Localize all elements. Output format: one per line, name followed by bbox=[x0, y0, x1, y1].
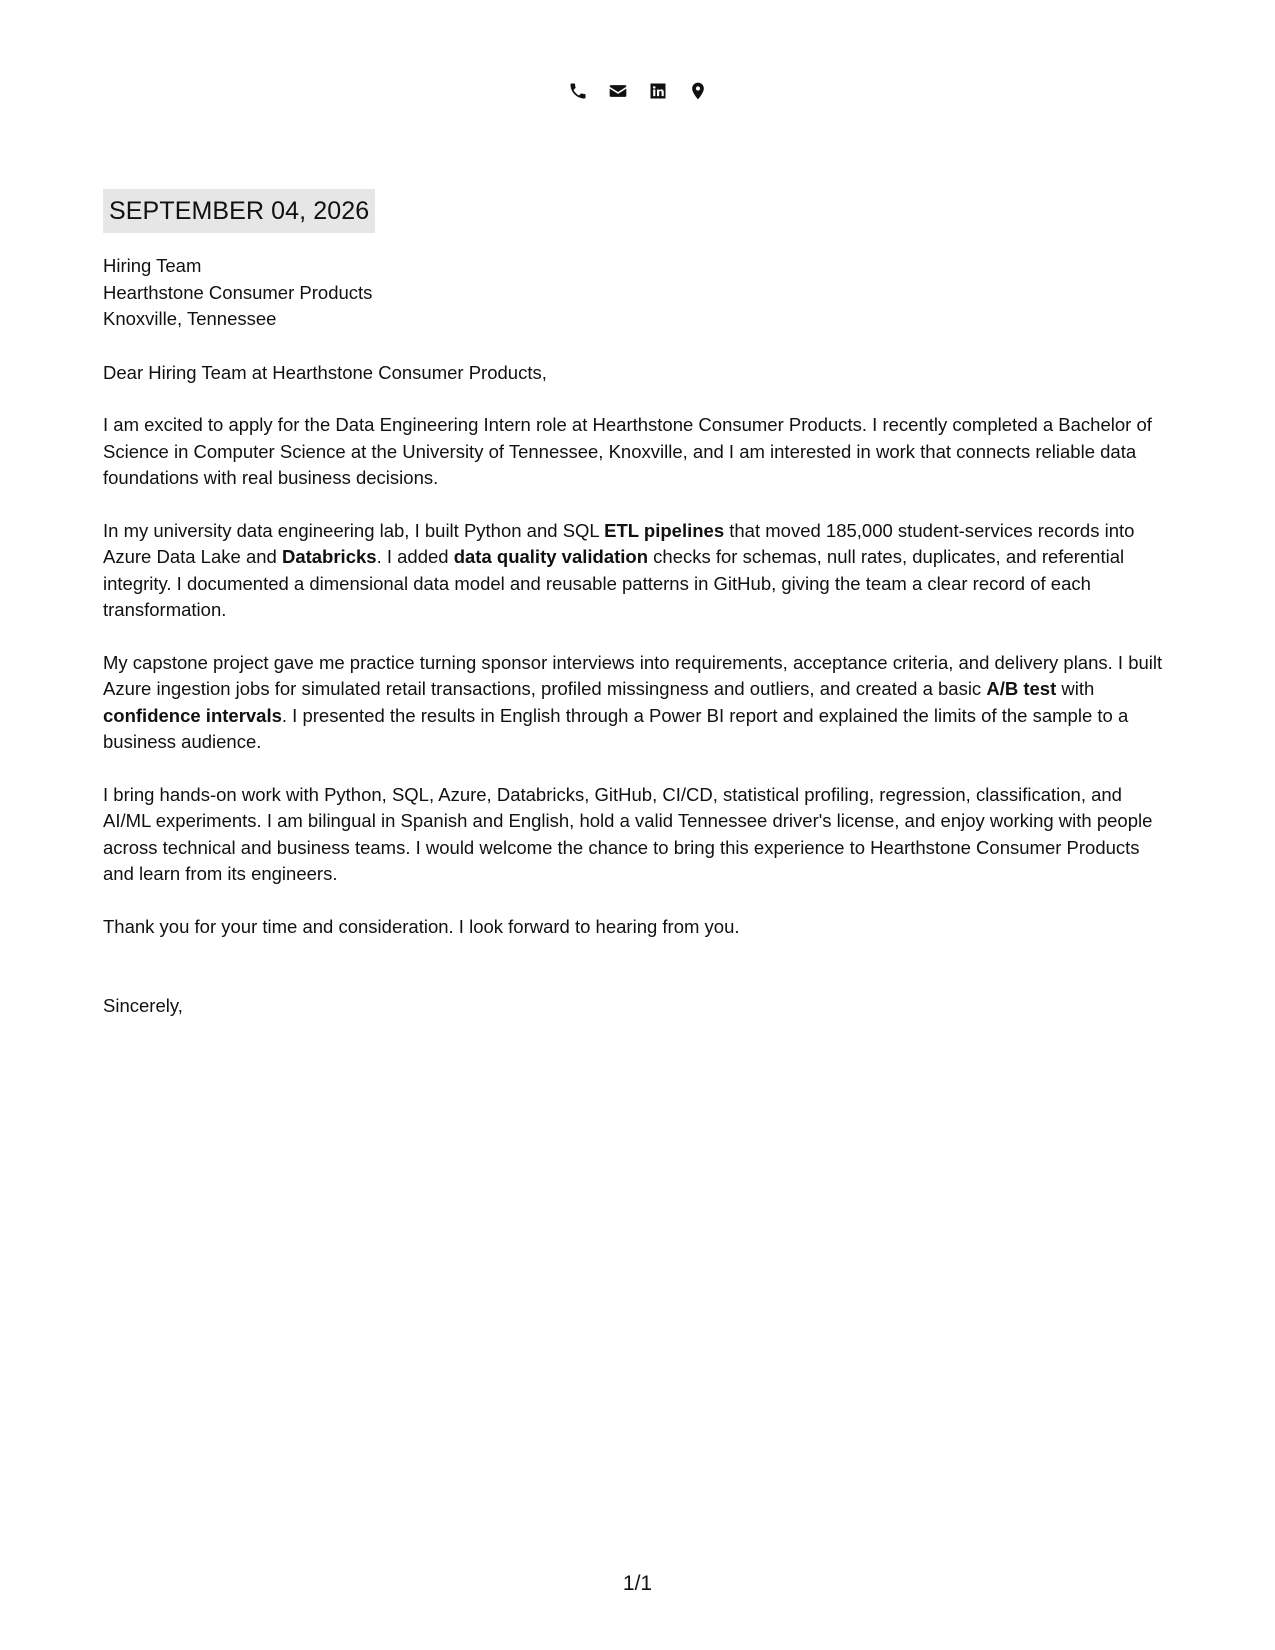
phone-icon[interactable] bbox=[567, 80, 589, 102]
map-pin-icon[interactable] bbox=[687, 80, 709, 102]
paragraph-thanks-text: Thank you for your time and consideration. I look forward to hearing from you. bbox=[103, 915, 740, 937]
highlight-confidence-intervals: confidence intervals bbox=[103, 704, 282, 726]
paragraph-text: checks for schemas, null rates, duplicates, and referential integrity. I documented a dimensional data model and reusable patterns in GitHub, giving the team a clear record of each transformation. bbox=[103, 546, 1125, 620]
paragraph-lab-experience bbox=[103, 518, 1173, 624]
paragraph-text: My capstone project gave me practice turning sponsor interviews into requirements, acceptance criteria, and delivery plans. I built Azure ingestion jobs for simulated retail transactions, profiled missingness and outliers, and created a basic bbox=[103, 651, 1163, 699]
letter-date: SEPTEMBER 04, 2026 bbox=[103, 189, 375, 233]
paragraph-intro bbox=[103, 412, 1173, 492]
paragraph-text: that moved 185,000 student-services records into Azure Data Lake and bbox=[103, 519, 1135, 567]
recipient-name: Hiring Team bbox=[103, 255, 202, 276]
paragraph-intro-text: I am excited to apply for the Data Engineering Intern role at Hearthstone Consumer Products. I recently completed a Bachelor of Science in Computer Science at the University of Tennessee, Knoxville, and I am interested in work that connects reliable data foundations with real business decisions. bbox=[103, 414, 1152, 488]
linkedin-icon[interactable] bbox=[647, 80, 669, 102]
letter-body bbox=[103, 189, 1173, 1020]
page-number: 1/1 bbox=[622, 1572, 653, 1595]
envelope-icon[interactable] bbox=[607, 80, 629, 102]
highlight-databricks: Databricks bbox=[281, 546, 377, 567]
paragraph-thanks bbox=[103, 914, 1173, 941]
paragraph-skills-text: I bring hands-on work with Python, SQL, Azure, Databricks, GitHub, CI/CD, statistical profiling, regression, classification, and AI/ML experiments. I am bilingual in Spanish and English, hold a valid Tennessee driver's license, and enjoy working with people across technical and business teams. I would welcome the chance to bring this experience to Hearthstone Consumer Products and learn from its engineers. bbox=[103, 783, 1153, 884]
paragraph-text: . I presented the results in English through a Power BI report and explained the limits of the sample to a business audience. bbox=[103, 704, 1129, 752]
highlight-data-quality-validation: data quality validation bbox=[453, 546, 649, 567]
paragraph-text: . I added bbox=[376, 546, 454, 567]
paragraph-text: with bbox=[1056, 678, 1095, 699]
contact-icons-row bbox=[0, 80, 1275, 102]
paragraph-text: In my university data engineering lab, I built Python and SQL bbox=[103, 519, 605, 541]
highlight-ab-test: A/B test bbox=[986, 678, 1057, 699]
salutation: Dear Hiring Team at Hearthstone Consumer Products, bbox=[103, 361, 547, 383]
recipient-address bbox=[103, 253, 1173, 333]
closing: Sincerely, bbox=[103, 995, 183, 1016]
paragraph-skills bbox=[103, 782, 1173, 888]
paragraph-capstone bbox=[103, 650, 1173, 756]
recipient-company: Hearthstone Consumer Products bbox=[103, 281, 373, 303]
recipient-location: Knoxville, Tennessee bbox=[103, 308, 277, 329]
highlight-etl-pipelines: ETL pipelines bbox=[604, 519, 725, 541]
